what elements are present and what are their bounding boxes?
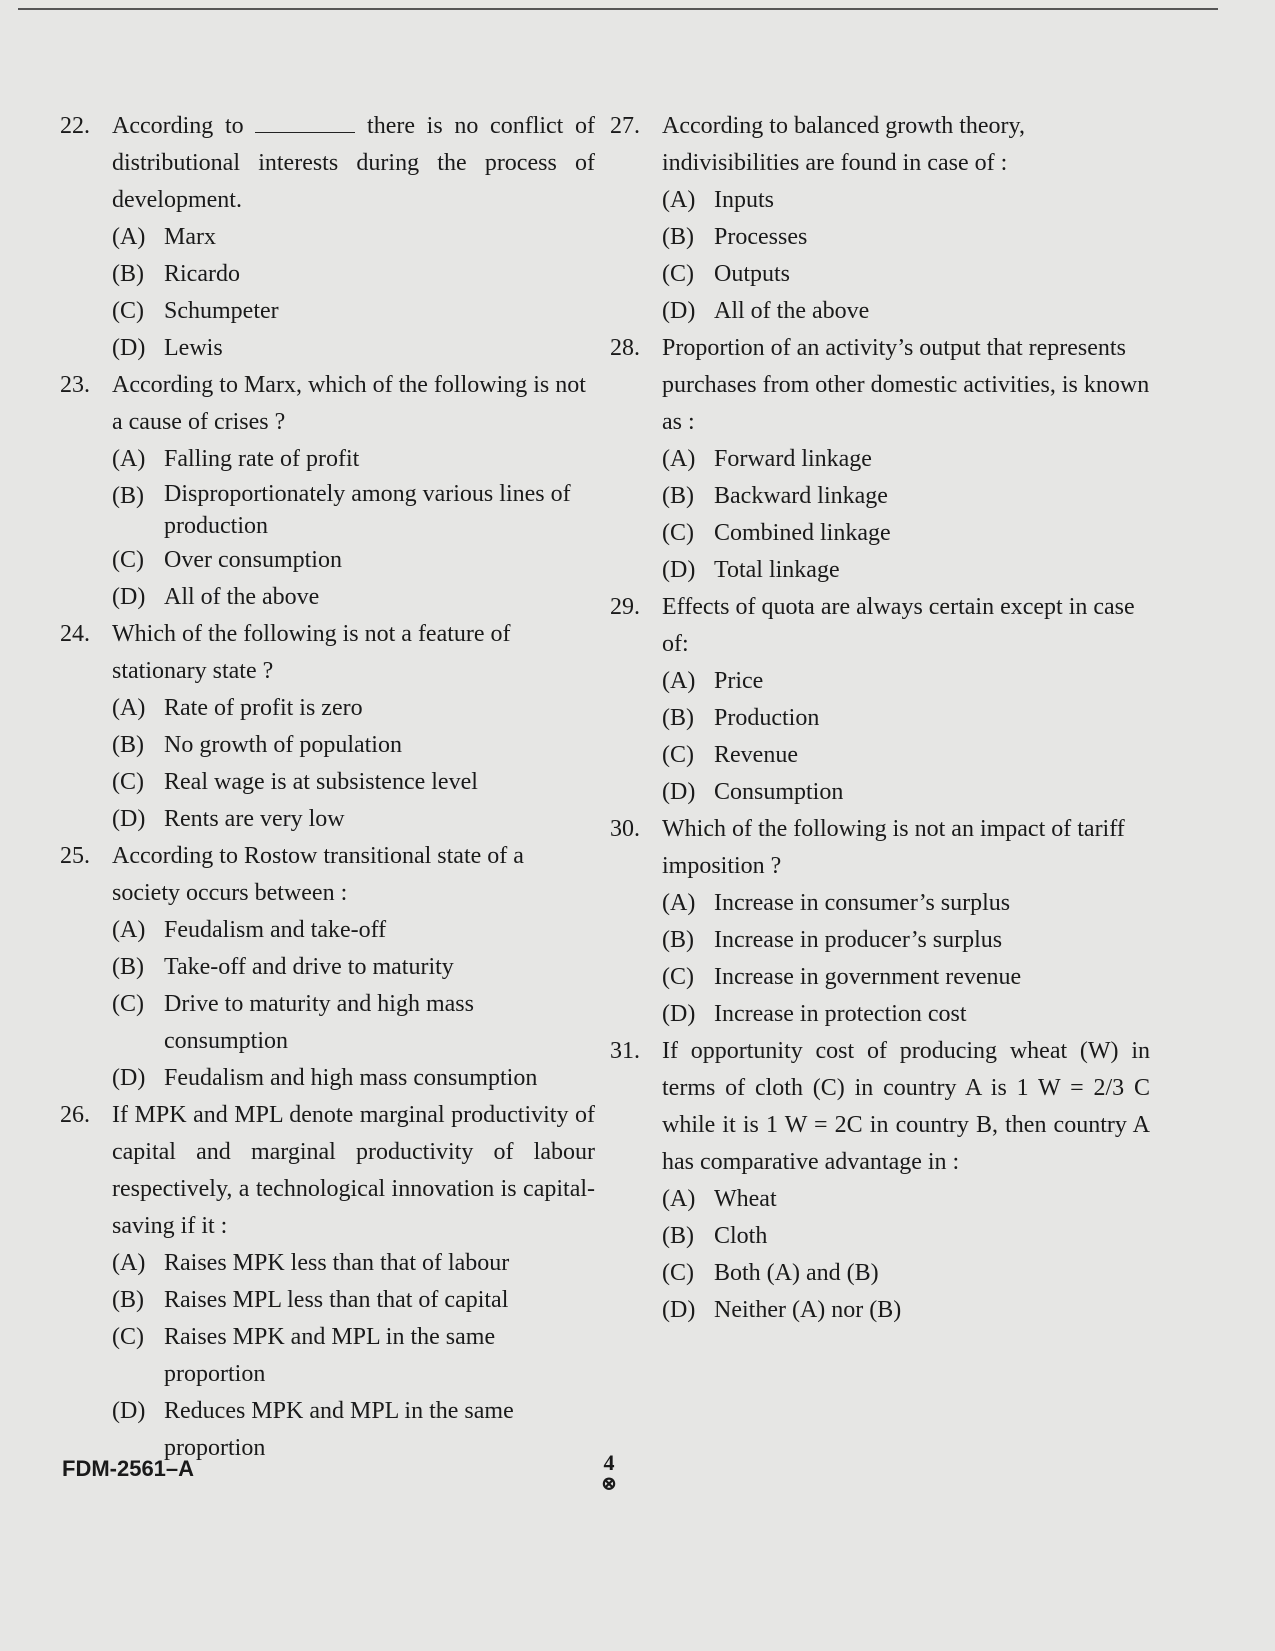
- left-column: [60, 108, 595, 1467]
- question-number: 22.: [60, 113, 90, 139]
- question-text: According to Rostow transitional state of a society occurs between :: [112, 843, 524, 906]
- option-b: (B) Production: [662, 705, 820, 731]
- option-a: (A) Increase in consumer’s surplus: [662, 890, 1011, 916]
- option-d: (D) All of the above: [112, 584, 320, 610]
- question-text: If MPK and MPL denote marginal productivity of capital and marginal productivity of labour respectively, a technological innovation is capital-saving if it :: [112, 1102, 595, 1239]
- question-22: [60, 108, 595, 367]
- option-d: (D) Increase in protection cost: [662, 1001, 967, 1027]
- question-number: 29.: [610, 594, 640, 620]
- option-c: (C) Increase in government revenue: [662, 964, 1022, 990]
- question-text: According to balanced growth theory, indivisibilities are found in case of :: [662, 113, 1025, 176]
- booklet-code: FDM-2561–A: [62, 1456, 195, 1481]
- question-24: [60, 616, 595, 838]
- crossed-circle-mark: ⊗: [600, 1473, 618, 1495]
- page-number-value: 4: [603, 1450, 615, 1475]
- question-text: Which of the following is not an impact of tariff imposition ?: [662, 816, 1125, 879]
- option-c: (C) Raises MPK and MPL in the same proportion: [112, 1324, 496, 1387]
- question-26: [60, 1097, 595, 1467]
- option-a: (A) Inputs: [662, 187, 774, 213]
- option-d: (D) Total linkage: [662, 557, 840, 583]
- top-rule: [18, 8, 1218, 10]
- question-number: 23.: [60, 372, 90, 398]
- option-a: (A) Wheat: [662, 1186, 777, 1212]
- option-a: (A) Forward linkage: [662, 446, 872, 472]
- question-text: According to there is no conflict of distributional interests during the process of development.: [112, 108, 595, 219]
- question-number: 27.: [610, 113, 640, 139]
- question-number: 26.: [60, 1102, 90, 1128]
- option-d: (D) Lewis: [112, 335, 223, 361]
- question-number: 25.: [60, 843, 90, 869]
- option-a: (A) Falling rate of profit: [112, 446, 360, 472]
- question-number: 28.: [610, 335, 640, 361]
- option-b: (B) Raises MPL less than that of capital: [112, 1287, 509, 1313]
- option-c: (C) Combined linkage: [662, 520, 891, 546]
- option-c: (C) Revenue: [662, 742, 798, 768]
- option-b: (B) Increase in producer’s surplus: [662, 927, 1003, 953]
- question-23: [60, 367, 595, 616]
- page-number: [597, 1452, 621, 1494]
- question-25: [60, 838, 595, 1097]
- question-28: [610, 330, 1150, 589]
- answer-blank: [255, 110, 355, 133]
- question-31: [610, 1033, 1150, 1329]
- question-29: [610, 589, 1150, 811]
- question-number: 31.: [610, 1038, 640, 1064]
- option-a: (A) Rate of profit is zero: [112, 695, 363, 721]
- question-text: Effects of quota are always certain except in case of:: [662, 594, 1135, 657]
- option-c: (C) Outputs: [662, 261, 791, 287]
- question-text: If opportunity cost of producing wheat (W) in terms of cloth (C) in country A is 1 W = 2/3 C while it is 1 W = 2C in country B, then country A has comparative advantage in :: [662, 1038, 1150, 1175]
- question-text: Proportion of an activity’s output that represents purchases from other domestic activities, is known as :: [662, 335, 1150, 435]
- option-b: (B) Take-off and drive to maturity: [112, 954, 454, 980]
- option-a: (A) Price: [662, 668, 764, 694]
- option-b: (B) Processes: [662, 224, 808, 250]
- option-d: (D) Reduces MPK and MPL in the same proportion: [112, 1398, 514, 1461]
- question-27: [610, 108, 1150, 330]
- question-text: Which of the following is not a feature of stationary state ?: [112, 621, 511, 684]
- option-d: (D) Consumption: [662, 779, 844, 805]
- question-number: 24.: [60, 621, 90, 647]
- option-b: (B) Disproportionately among various lines of production: [112, 481, 571, 539]
- question-30: [610, 811, 1150, 1033]
- right-column: [610, 108, 1150, 1329]
- option-a: (A) Raises MPK less than that of labour: [112, 1250, 510, 1276]
- option-d: (D) Neither (A) nor (B): [662, 1297, 902, 1323]
- option-b: (B) No growth of population: [112, 732, 402, 758]
- option-c: (C) Schumpeter: [112, 298, 279, 324]
- option-c: (C) Both (A) and (B): [662, 1260, 879, 1286]
- option-b: (B) Cloth: [662, 1223, 768, 1249]
- option-b: (B) Ricardo: [112, 261, 240, 287]
- question-text: According to Marx, which of the following is not a cause of crises ?: [112, 372, 586, 435]
- option-c: (C) Drive to maturity and high mass consumption: [112, 991, 474, 1054]
- option-c: (C) Real wage is at subsistence level: [112, 769, 478, 795]
- option-d: (D) Feudalism and high mass consumption: [112, 1065, 538, 1091]
- option-a: (A) Feudalism and take-off: [112, 917, 387, 943]
- option-d: (D) All of the above: [662, 298, 870, 324]
- option-b: (B) Backward linkage: [662, 483, 888, 509]
- option-c: (C) Over consumption: [112, 547, 342, 573]
- option-d: (D) Rents are very low: [112, 806, 345, 832]
- option-a: (A) Marx: [112, 224, 216, 250]
- question-number: 30.: [610, 816, 640, 842]
